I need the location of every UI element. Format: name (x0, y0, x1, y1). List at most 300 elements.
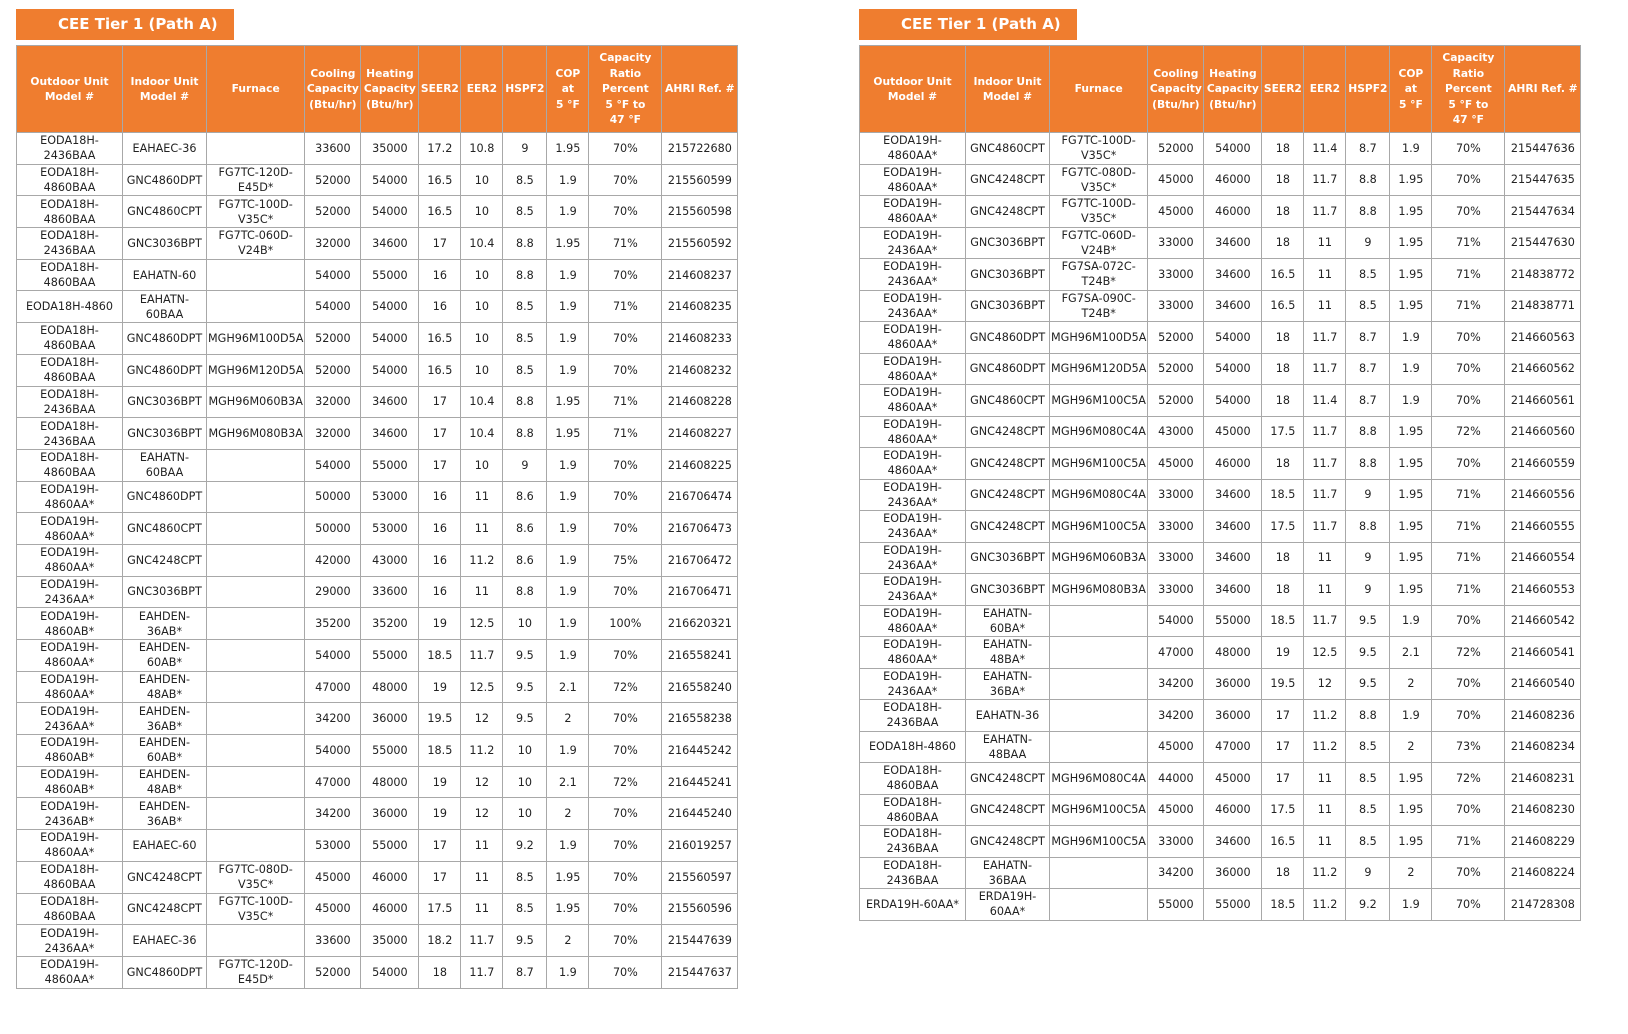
table-row (17, 703, 738, 735)
table-cell: 8.5 (1346, 290, 1390, 322)
right-table-body (860, 133, 1581, 921)
table-cell: 215560592 (662, 228, 738, 260)
table-cell: GNC3036BPT (966, 227, 1050, 259)
table-cell: 11 (1304, 763, 1346, 795)
table-cell: 55000 (361, 735, 419, 767)
table-cell: 36000 (1204, 668, 1262, 700)
table-cell: 1.95 (1390, 542, 1432, 574)
table-row (17, 925, 738, 957)
right-panel (859, 9, 1581, 921)
table-cell (207, 735, 305, 767)
table-row (17, 640, 738, 672)
table-cell: 71% (1432, 227, 1505, 259)
table-cell: 54000 (1204, 322, 1262, 354)
table-cell: 1.9 (547, 513, 589, 545)
table-cell: 214608225 (662, 449, 738, 481)
table-cell: 75% (589, 544, 662, 576)
table-row (17, 259, 738, 291)
table-cell: 9.5 (503, 640, 547, 672)
table-cell: 70% (1432, 385, 1505, 417)
table-cell: 11.2 (1304, 857, 1346, 889)
table-cell: EODA19H- 4860AA* (860, 385, 966, 417)
table-cell: 52000 (1148, 385, 1204, 417)
table-cell: 71% (1432, 259, 1505, 291)
table-cell: 55000 (1204, 889, 1262, 921)
table-cell: 1.9 (547, 544, 589, 576)
table-cell: 1.9 (547, 735, 589, 767)
table-cell: EAHATN- 48BA* (966, 637, 1050, 669)
table-cell: 9 (1346, 857, 1390, 889)
table-cell: 9.5 (503, 703, 547, 735)
table-cell: 46000 (1204, 196, 1262, 228)
table-cell: 12 (1304, 668, 1346, 700)
table-cell: GNC4248CPT (123, 893, 207, 925)
table-cell: GNC4248CPT (123, 861, 207, 893)
table-cell: EODA19H- 2436AA* (17, 576, 123, 608)
table-cell: EODA18H- 2436BAA (860, 826, 966, 858)
table-cell: MGH96M060B3A (207, 386, 305, 418)
table-cell: 11.7 (1304, 164, 1346, 196)
table-cell: 34600 (1204, 511, 1262, 543)
table-cell (207, 576, 305, 608)
table-cell: EODA19H- 2436AB* (17, 798, 123, 830)
column-header: Capacity Ratio Percent 5 °F to 47 °F (589, 46, 662, 133)
table-cell: 1.9 (547, 291, 589, 323)
table-cell: 71% (589, 228, 662, 260)
table-cell: 11 (461, 893, 503, 925)
table-cell: EODA18H- 4860BAA (17, 196, 123, 228)
table-cell: EAHAEC-36 (123, 925, 207, 957)
table-cell: EODA19H- 2436AA* (860, 290, 966, 322)
table-cell: 11.7 (1304, 196, 1346, 228)
table-cell: EODA18H- 2436BAA (860, 700, 966, 732)
table-cell: 52000 (305, 164, 361, 196)
table-cell: 1.95 (547, 228, 589, 260)
table-cell: 70% (589, 861, 662, 893)
table-cell: 47000 (305, 766, 361, 798)
table-cell: EAHAEC-60 (123, 830, 207, 862)
table-cell: MGH96M080C4A (1050, 416, 1148, 448)
table-cell: 1.9 (1390, 133, 1432, 165)
table-row (17, 386, 738, 418)
table-cell: 54000 (305, 735, 361, 767)
table-cell (207, 513, 305, 545)
table-cell: 52000 (1148, 353, 1204, 385)
table-cell: MGH96M100C5A (1050, 448, 1148, 480)
table-cell: 1.9 (547, 354, 589, 386)
table-cell: 54000 (361, 291, 419, 323)
table-cell: 72% (1432, 763, 1505, 795)
table-cell: GNC4248CPT (966, 826, 1050, 858)
table-cell: 55000 (1204, 605, 1262, 637)
table-cell: 216706471 (662, 576, 738, 608)
table-cell: 8.8 (1346, 196, 1390, 228)
table-cell: 34600 (361, 386, 419, 418)
table-cell: 8.5 (503, 354, 547, 386)
table-cell: 11.7 (461, 956, 503, 988)
table-row (860, 290, 1581, 322)
table-cell: 216706474 (662, 481, 738, 513)
column-header: AHRI Ref. # (1505, 46, 1581, 133)
table-cell: 55000 (1148, 889, 1204, 921)
left-table-body (17, 133, 738, 989)
table-cell: 33600 (361, 576, 419, 608)
table-cell: 29000 (305, 576, 361, 608)
table-cell: 45000 (1204, 763, 1262, 795)
right-section-title: CEE Tier 1 (Path A) (859, 9, 1077, 40)
table-cell: 1.95 (1390, 479, 1432, 511)
table-cell: 11.4 (1304, 385, 1346, 417)
table-cell: 55000 (361, 259, 419, 291)
table-row (860, 889, 1581, 921)
table-cell: 8.7 (1346, 322, 1390, 354)
table-row (17, 608, 738, 640)
table-cell (207, 671, 305, 703)
table-cell: GNC4248CPT (966, 794, 1050, 826)
table-cell: 34600 (1204, 826, 1262, 858)
table-cell: 44000 (1148, 763, 1204, 795)
table-cell: 18 (419, 956, 461, 988)
table-cell: 17.5 (1262, 416, 1304, 448)
table-cell: 18.5 (1262, 479, 1304, 511)
table-cell: 16 (419, 481, 461, 513)
table-cell: EAHATN- 60BAA (123, 449, 207, 481)
table-cell: 214660556 (1505, 479, 1581, 511)
table-row (860, 637, 1581, 669)
table-cell: 45000 (305, 893, 361, 925)
table-row (860, 826, 1581, 858)
table-cell: 16 (419, 544, 461, 576)
table-cell: EAHDEN- 36AB* (123, 608, 207, 640)
table-row (17, 354, 738, 386)
table-cell (1050, 605, 1148, 637)
table-cell: 48000 (1204, 637, 1262, 669)
table-cell: 10 (503, 735, 547, 767)
table-cell: 32000 (305, 228, 361, 260)
table-cell: 52000 (305, 354, 361, 386)
table-cell: 11.7 (1304, 511, 1346, 543)
table-cell: EODA19H- 4860AB* (17, 608, 123, 640)
table-cell: EODA18H- 4860BAA (17, 259, 123, 291)
table-cell: 34600 (1204, 542, 1262, 574)
table-cell: 11 (1304, 574, 1346, 606)
table-cell: 216019257 (662, 830, 738, 862)
table-cell: 70% (589, 449, 662, 481)
table-cell: 10 (461, 449, 503, 481)
table-cell: 71% (1432, 479, 1505, 511)
table-cell: 70% (1432, 605, 1505, 637)
table-row (860, 416, 1581, 448)
table-cell: 18.5 (1262, 889, 1304, 921)
table-cell: 35200 (305, 608, 361, 640)
table-cell: 216706472 (662, 544, 738, 576)
table-cell: 18 (1262, 353, 1304, 385)
table-cell: 54000 (1204, 353, 1262, 385)
table-cell: 71% (589, 386, 662, 418)
table-cell: EODA18H- 4860BAA (17, 164, 123, 196)
table-row (860, 574, 1581, 606)
table-cell: FG7TC-100D- V35C* (207, 893, 305, 925)
table-cell: 71% (1432, 511, 1505, 543)
table-cell: EODA18H- 4860BAA (17, 323, 123, 355)
table-cell: GNC4248CPT (966, 416, 1050, 448)
table-row (860, 385, 1581, 417)
table-row (860, 448, 1581, 480)
table-cell: 11.4 (1304, 133, 1346, 165)
table-cell: FG7TC-120D- E45D* (207, 956, 305, 988)
table-cell: FG7TC-060D- V24B* (207, 228, 305, 260)
table-cell: GNC3036BPT (966, 574, 1050, 606)
table-cell: EODA19H- 4860AA* (860, 353, 966, 385)
table-row (17, 481, 738, 513)
table-cell: FG7TC-080D- V35C* (1050, 164, 1148, 196)
table-cell: 70% (589, 830, 662, 862)
table-cell: 9.5 (1346, 605, 1390, 637)
table-cell (207, 608, 305, 640)
table-row (17, 956, 738, 988)
table-cell: 54000 (361, 956, 419, 988)
table-cell: 2.1 (1390, 637, 1432, 669)
table-cell: 34600 (1204, 479, 1262, 511)
table-cell: 72% (1432, 416, 1505, 448)
table-cell: 11 (1304, 542, 1346, 574)
table-cell: 16 (419, 576, 461, 608)
table-cell: 8.5 (503, 861, 547, 893)
table-row (17, 830, 738, 862)
table-cell: 18 (1262, 448, 1304, 480)
table-cell: 46000 (361, 861, 419, 893)
table-cell: 215722680 (662, 133, 738, 165)
table-cell: 70% (589, 133, 662, 165)
table-cell: 18 (1262, 574, 1304, 606)
table-cell: 8.7 (1346, 133, 1390, 165)
table-row (17, 228, 738, 260)
table-cell: 8.5 (503, 291, 547, 323)
table-cell: 46000 (1204, 794, 1262, 826)
table-cell: 10 (461, 291, 503, 323)
table-cell: EODA18H- 2436BAA (17, 228, 123, 260)
table-cell: 216620321 (662, 608, 738, 640)
table-cell: 33000 (1148, 826, 1204, 858)
table-cell: 10 (503, 608, 547, 640)
table-cell: 54000 (1148, 605, 1204, 637)
table-row (17, 449, 738, 481)
table-cell (207, 291, 305, 323)
column-header: SEER2 (419, 46, 461, 133)
table-cell: 16 (419, 291, 461, 323)
table-cell: 9.2 (503, 830, 547, 862)
table-row (860, 227, 1581, 259)
table-cell: GNC3036BPT (123, 418, 207, 450)
table-cell: MGH96M080B3A (207, 418, 305, 450)
table-cell: 1.9 (547, 576, 589, 608)
table-cell: 1.95 (547, 133, 589, 165)
table-cell: 70% (589, 798, 662, 830)
table-cell: 34600 (1204, 574, 1262, 606)
table-cell: EODA19H- 4860AA* (17, 513, 123, 545)
table-cell: GNC3036BPT (966, 290, 1050, 322)
table-cell: 32000 (305, 418, 361, 450)
table-cell: 1.95 (1390, 794, 1432, 826)
table-cell: EODA19H- 4860AB* (17, 766, 123, 798)
table-cell: 54000 (361, 323, 419, 355)
table-row (860, 322, 1581, 354)
table-cell: 215447630 (1505, 227, 1581, 259)
table-cell: 8.5 (1346, 731, 1390, 763)
column-header: Outdoor Unit Model # (17, 46, 123, 133)
table-cell: 214660553 (1505, 574, 1581, 606)
table-cell: 10 (461, 259, 503, 291)
table-cell: 54000 (305, 259, 361, 291)
table-cell: 8.8 (1346, 164, 1390, 196)
table-cell: EAHATN-36 (966, 700, 1050, 732)
table-cell: 33600 (305, 925, 361, 957)
table-cell: 8.8 (503, 228, 547, 260)
table-cell: 11 (1304, 794, 1346, 826)
table-cell: 8.8 (1346, 700, 1390, 732)
table-cell (207, 925, 305, 957)
table-cell: 70% (1432, 700, 1505, 732)
table-cell: EODA19H- 2436AA* (17, 703, 123, 735)
table-cell: 214660563 (1505, 322, 1581, 354)
table-cell: 52000 (1148, 322, 1204, 354)
table-cell: EAHATN- 36BA* (966, 668, 1050, 700)
table-cell: 46000 (1204, 448, 1262, 480)
table-cell: 8.7 (503, 956, 547, 988)
table-cell: 17 (1262, 731, 1304, 763)
table-cell: 71% (1432, 542, 1505, 574)
table-cell: EODA19H- 4860AA* (860, 416, 966, 448)
table-cell: 11 (461, 576, 503, 608)
table-cell: 8.5 (503, 164, 547, 196)
table-cell: 34600 (1204, 259, 1262, 291)
table-cell: 34600 (361, 228, 419, 260)
table-cell: 70% (589, 354, 662, 386)
table-cell: 18 (1262, 385, 1304, 417)
table-row (17, 544, 738, 576)
table-cell: FG7TC-060D- V24B* (1050, 227, 1148, 259)
table-cell: 214660559 (1505, 448, 1581, 480)
table-cell: 17 (419, 418, 461, 450)
table-cell: 8.6 (503, 513, 547, 545)
table-cell: EODA19H- 2436AA* (860, 574, 966, 606)
table-row (860, 794, 1581, 826)
table-cell: 16.5 (419, 323, 461, 355)
table-cell: 11 (461, 513, 503, 545)
table-cell: 70% (589, 164, 662, 196)
table-cell: 2 (1390, 731, 1432, 763)
table-cell: 19 (419, 766, 461, 798)
table-cell: 34200 (305, 703, 361, 735)
table-cell: 10.8 (461, 133, 503, 165)
table-cell: 36000 (1204, 700, 1262, 732)
table-cell: 9 (1346, 479, 1390, 511)
table-cell: GNC4248CPT (966, 763, 1050, 795)
table-cell: 33600 (305, 133, 361, 165)
table-cell: 72% (1432, 637, 1505, 669)
table-cell (207, 544, 305, 576)
table-cell: 54000 (361, 196, 419, 228)
table-cell: 214660554 (1505, 542, 1581, 574)
table-cell: 34600 (1204, 290, 1262, 322)
table-cell: 70% (589, 735, 662, 767)
table-cell: EODA19H- 4860AA* (860, 322, 966, 354)
table-cell: 42000 (305, 544, 361, 576)
table-cell: 34200 (305, 798, 361, 830)
table-cell: 214838771 (1505, 290, 1581, 322)
table-cell: 19 (419, 608, 461, 640)
table-cell: 214608227 (662, 418, 738, 450)
table-cell: EODA18H-4860 (17, 291, 123, 323)
table-cell: 214660562 (1505, 353, 1581, 385)
table-cell: EODA19H- 2436AA* (860, 511, 966, 543)
table-cell: EODA18H- 2436BAA (17, 133, 123, 165)
table-cell: 16 (419, 259, 461, 291)
table-cell: 1.9 (547, 608, 589, 640)
table-cell: GNC3036BPT (966, 259, 1050, 291)
right-table (859, 45, 1581, 921)
table-cell: 17 (419, 449, 461, 481)
table-cell: GNC4248CPT (966, 511, 1050, 543)
table-cell: 1.95 (547, 861, 589, 893)
table-cell: EAHDEN- 60AB* (123, 640, 207, 672)
table-row (17, 798, 738, 830)
table-row (860, 700, 1581, 732)
table-cell: 53000 (361, 513, 419, 545)
table-cell: GNC4248CPT (123, 544, 207, 576)
table-row (17, 671, 738, 703)
table-cell: 35000 (361, 133, 419, 165)
table-cell: 18.2 (419, 925, 461, 957)
column-header: Cooling Capacity (Btu/hr) (305, 46, 361, 133)
table-cell: MGH96M100C5A (1050, 385, 1148, 417)
table-cell: 214608237 (662, 259, 738, 291)
table-cell: 214728308 (1505, 889, 1581, 921)
table-row (860, 164, 1581, 196)
table-cell: 70% (589, 925, 662, 957)
table-cell: 33000 (1148, 574, 1204, 606)
table-cell: 2.1 (547, 671, 589, 703)
table-cell: EODA18H- 2436BAA (860, 857, 966, 889)
table-cell: 9.5 (1346, 637, 1390, 669)
table-cell: 8.6 (503, 481, 547, 513)
table-cell: 17.5 (1262, 511, 1304, 543)
right-header-row (860, 46, 1581, 133)
table-cell: 53000 (305, 830, 361, 862)
table-cell: 8.5 (1346, 259, 1390, 291)
table-cell: 18.5 (419, 735, 461, 767)
column-header: Furnace (207, 46, 305, 133)
table-cell: GNC3036BPT (123, 228, 207, 260)
table-cell: EODA18H- 4860BAA (17, 861, 123, 893)
table-cell: 216445240 (662, 798, 738, 830)
table-cell: 215447636 (1505, 133, 1581, 165)
table-cell: 52000 (1148, 133, 1204, 165)
table-cell: 1.95 (1390, 290, 1432, 322)
table-cell: 11.7 (1304, 448, 1346, 480)
table-cell: 18 (1262, 227, 1304, 259)
table-cell: FG7TC-080D- V35C* (207, 861, 305, 893)
table-cell: 215560598 (662, 196, 738, 228)
table-cell: 1.9 (547, 640, 589, 672)
table-cell: 1.9 (547, 196, 589, 228)
table-cell: EODA18H- 4860BAA (17, 449, 123, 481)
table-cell: 73% (1432, 731, 1505, 763)
table-cell (1050, 857, 1148, 889)
table-cell: 43000 (1148, 416, 1204, 448)
table-cell: 9 (1346, 574, 1390, 606)
table-cell: EODA19H- 2436AA* (860, 542, 966, 574)
